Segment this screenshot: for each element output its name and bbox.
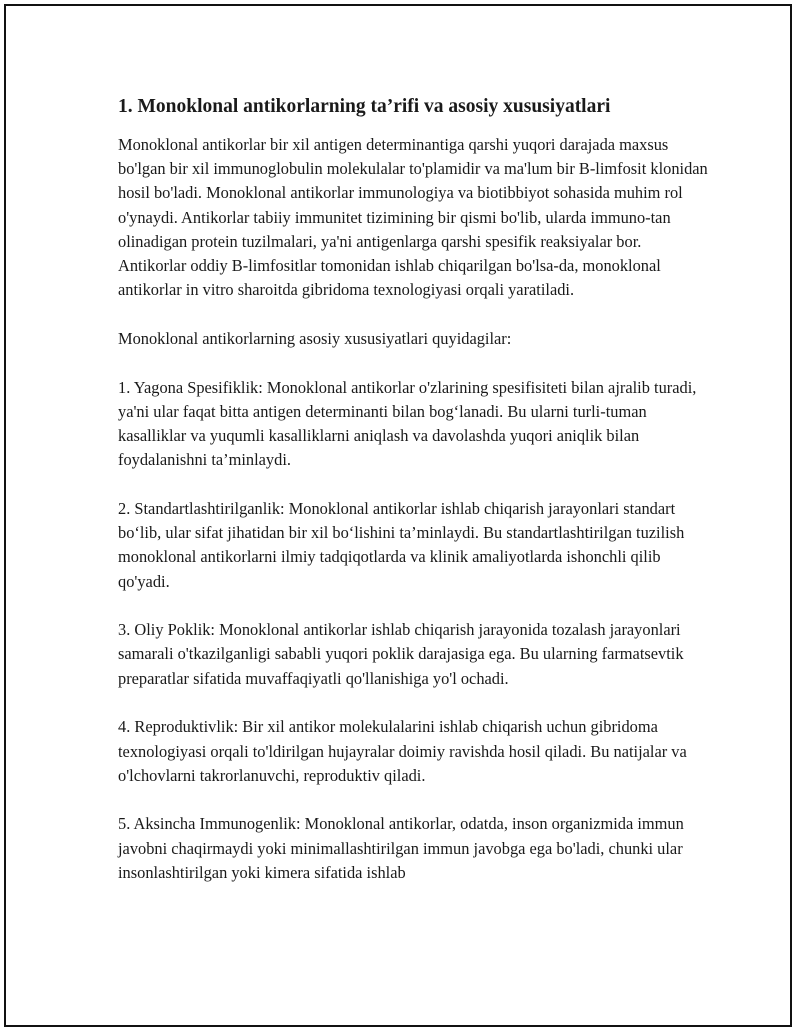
paragraph-immunogenicity: 5. Aksincha Immunogenlik: Monoklonal antikorlar, odatda, inson organizmida immun javobni chaqirmaydi yoki minimallashtirilgan immun javobga ega bo'ladi, chunki ular insonlashtirilgan yoki kimera sifatida ishlab xyxy=(118,814,684,882)
paragraph-definition: Monoklonal antikorlar bir xil antigen determinantiga qarshi yuqori darajada maxsus bo'lgan bir xil immunoglobulin molekulalar to'plamidir va ma'lum bir B-limfosit klonidan hosil bo'ladi. Monoklonal antikorlar immunologiya va biotibbiyot sohasida muhim rol o'ynaydi. Antikorlar tabiiy immunitet tizimining bir qismi bo'lib, ularda immuno-tan olinadigan protein tuzilmalari, ya'ni antigenlarga qarshi spesifik reaksiyalar bor. Antikorlar oddiy B-limfositlar tomonidan ishlab chiqarilgan bo'lsa-da, monoklonal antikorlar in vitro sharoitda gibridoma texnologiyasi orqali yaratiladi. xyxy=(118,135,708,300)
paragraph-reproducibility: 4. Reproduktivlik: Bir xil antikor molekulalarini ishlab chiqarish uchun gibridoma texnologiyasi orqali to'ldirilgan hujayralar doimiy ravishda hosil qiladi. Bu natijalar va o'lchovlarni takrorlanuvchi, reproduktiv qiladi. xyxy=(118,717,687,785)
document-body xyxy=(118,94,708,910)
paragraph-purity: 3. Oliy Poklik: Monoklonal antikorlar ishlab chiqarish jarayonida tozalash jarayonlari samarali o'tkazilganligi sababli yuqori poklik darajasiga ega. Bu ularning farmatsevtik preparatlar sifatida muvaffaqiyatli qo'llanishiga yo'l ochadi. xyxy=(118,620,684,688)
paragraph-standardization: 2. Standartlashtirilganlik: Monoklonal antikorlar ishlab chiqarish jarayonlari standart bo‘lib, ular sifat jihatidan bir xil bo‘lishini ta’minlaydi. Bu standartlashtirilgan tuzilish monoklonal antikorlarni ilmiy tadqiqotlarda va klinik amaliyotlarda ishonchli qilib qo'yadi. xyxy=(118,498,685,591)
paragraph-specificity: 1. Yagona Spesifiklik: Monoklonal antikorlar o'zlarining spesifisiteti bilan ajralib turadi, ya'ni ular faqat bitta antigen determinanti bilan bog‘lanadi. Bu ularni turli-tuman kasalliklar va yuqumli kasalliklarni aniqlash va davolashda yuqori aniqlik bilan foydalanishni ta’minlaydi. xyxy=(118,377,697,470)
section-heading: 1. Monoklonal antikorlarning ta’rifi va asosiy xususiyatlari xyxy=(118,96,611,117)
paragraph-properties-intro: Monoklonal antikorlarning asosiy xususiyatlari quyidagilar: xyxy=(118,328,512,348)
